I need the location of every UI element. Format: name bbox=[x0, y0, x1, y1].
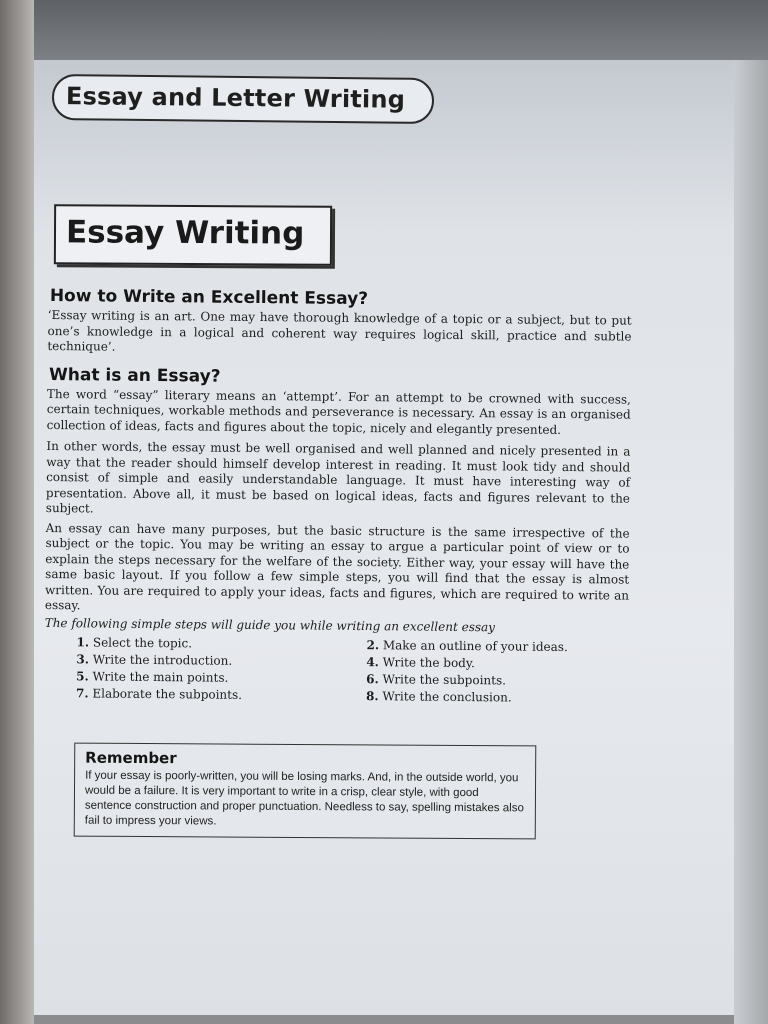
step-item: 1. Select the topic. bbox=[76, 634, 193, 650]
step-item: 8. Write the conclusion. bbox=[365, 688, 512, 704]
section-title: Essay Writing bbox=[54, 204, 332, 265]
paragraph: ‘Essay writing is an art. One may have thorough knowledge of a topic or a subject, but to put one’s knowledge in a logical and coherent way requires logical skill, practice and subtle technique’. bbox=[47, 307, 632, 354]
paragraph: The word “essay” literary means an ‘attempt’. For an attempt to be crowned with success, certain techniques, workable methods and perseverance is necessary. An essay is an organised collection of ideas, facts and figures about the topic, nicely and elegantly presented. bbox=[46, 386, 631, 437]
step-item: 6. Write the subpoints. bbox=[366, 671, 507, 687]
steps-intro: The following simple steps will guide you while writing an excellent essay bbox=[44, 615, 496, 634]
steps-list bbox=[76, 635, 629, 705]
chapter-title: Essay and Letter Writing bbox=[52, 74, 434, 124]
paragraph: In other words, the essay must be well organised and well planned and nicely presented in a way that the reader should himself develop interest in reading. It must look tidy and should consist of simple and easily understandable language. It must have interesting way of presentation. Above all, it must be based on logical ideas, facts and figures relevant to the subject. bbox=[45, 438, 631, 516]
step-item: 5. Write the main points. bbox=[76, 668, 229, 685]
remember-box bbox=[74, 743, 537, 840]
remember-text: If your essay is poorly-written, you will be losing marks. And, in the outside world, you would be a failure. It is very important to write in a crisp, clear style, with good sentence construction and proper punctuation. Needless to say, spelling mistakes also fail to impress your views. bbox=[84, 769, 524, 828]
paragraph: An essay can have many purposes, but the basic structure is the same irrespective of the subject or the topic. You may be writing an essay to argue a particular point of view or to explain the steps necessary for the welfare of the society. Either way, your essay will have the same basic layout. If you follow a few simple steps, you will find that the essay is almost written. You are required to apply your ideas, facts and figures, which are required to write an essay. bbox=[44, 520, 630, 613]
page-binding-shadow bbox=[0, 0, 34, 1024]
step-item: 4. Write the body. bbox=[366, 654, 475, 670]
step-item: 7. Elaborate the subpoints. bbox=[75, 685, 243, 702]
heading-what-is-essay: What is an Essay? bbox=[49, 364, 221, 387]
remember-title: Remember bbox=[85, 748, 177, 768]
step-item: 2. Make an outline of your ideas. bbox=[366, 637, 568, 654]
main-content bbox=[44, 282, 632, 705]
step-item: 3. Write the introduction. bbox=[76, 651, 233, 668]
heading-how-to-write: How to Write an Excellent Essay? bbox=[49, 286, 369, 310]
page-right-edge bbox=[734, 60, 768, 1024]
